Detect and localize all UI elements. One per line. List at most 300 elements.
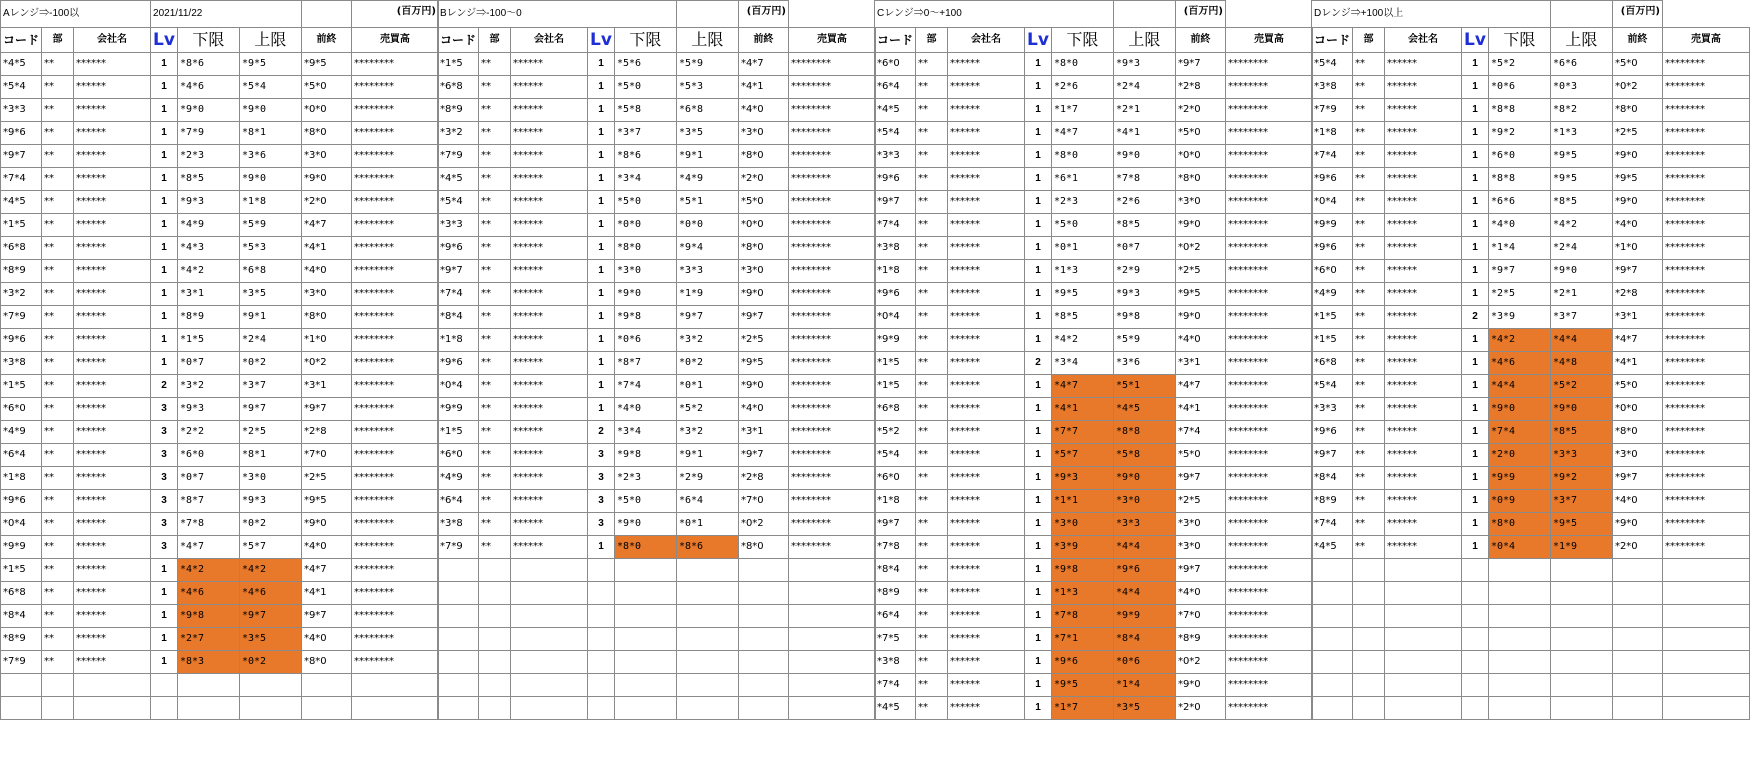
cell-name: ****** <box>1385 145 1462 168</box>
table-row <box>875 697 1313 720</box>
cell-lv: 1 <box>588 76 615 99</box>
cell-code: *9*6 <box>438 352 479 375</box>
range-title: Cレンジ⇒0～+100 <box>875 1 1114 28</box>
cell-lv: 1 <box>1462 398 1489 421</box>
cell-lo: *1*3 <box>1051 582 1113 605</box>
cell-empty <box>1612 628 1662 651</box>
cell-name: ****** <box>74 214 151 237</box>
cell-lv: 1 <box>588 237 615 260</box>
cell-code: *1*5 <box>875 375 916 398</box>
cell-empty <box>239 674 301 697</box>
cell-lv: 1 <box>1025 697 1052 720</box>
cell-lo: *7*4 <box>614 375 676 398</box>
cell-hi: *3*3 <box>1550 444 1612 467</box>
cell-bu: ** <box>42 168 74 191</box>
cell-name: ****** <box>1385 306 1462 329</box>
cell-name: ****** <box>74 444 151 467</box>
cell-hi: *8*5 <box>1113 214 1175 237</box>
cell-empty <box>1312 559 1353 582</box>
cell-lv: 1 <box>1025 513 1052 536</box>
cell-empty <box>1462 582 1489 605</box>
cell-code: *3*8 <box>1312 76 1353 99</box>
cell-sales: ******** <box>788 513 875 536</box>
cell-hi: *6*4 <box>676 490 738 513</box>
cell-lv: 1 <box>1462 329 1489 352</box>
table-row <box>1 467 439 490</box>
cell-empty <box>676 697 738 720</box>
cell-lo: *4*9 <box>177 214 239 237</box>
cell-empty <box>588 628 615 651</box>
table-row <box>1312 490 1750 513</box>
date-label: 2021/11/22 <box>151 1 302 28</box>
cell-sales: ******** <box>1225 99 1312 122</box>
cell-bu: ** <box>1353 513 1385 536</box>
cell-prev: *3*0 <box>738 122 788 145</box>
cell-bu: ** <box>479 329 511 352</box>
cell-sales: ******** <box>1225 651 1312 674</box>
cell-name: ****** <box>948 306 1025 329</box>
cell-code: *9*7 <box>438 260 479 283</box>
cell-sales: ******** <box>351 306 438 329</box>
cell-code: *1*5 <box>438 421 479 444</box>
cell-lo: *7*9 <box>177 122 239 145</box>
cell-lo: *0*0 <box>614 214 676 237</box>
cell-hi: *3*7 <box>239 375 301 398</box>
cell-lo: *4*0 <box>614 398 676 421</box>
cell-lv: 1 <box>151 582 178 605</box>
cell-lo: *0*7 <box>177 352 239 375</box>
cell-prev: *2*8 <box>1612 283 1662 306</box>
cell-name: ****** <box>511 329 588 352</box>
cell-sales: ******** <box>1662 306 1749 329</box>
table-row <box>875 375 1313 398</box>
cell-hi: *9*9 <box>1113 605 1175 628</box>
cell-bu: ** <box>42 467 74 490</box>
cell-lv: 1 <box>151 559 178 582</box>
cell-prev: *8*0 <box>738 145 788 168</box>
table-row <box>875 99 1313 122</box>
cell-code: *8*9 <box>438 99 479 122</box>
table-row <box>1 191 439 214</box>
cell-lo: *8*6 <box>614 145 676 168</box>
cell-empty <box>676 582 738 605</box>
cell-hi: *0*7 <box>1113 237 1175 260</box>
cell-name: ****** <box>74 168 151 191</box>
cell-empty <box>1488 582 1550 605</box>
cell-empty <box>788 674 875 697</box>
cell-lv: 3 <box>151 444 178 467</box>
cell-empty <box>588 559 615 582</box>
cell-lv: 1 <box>1462 214 1489 237</box>
cell-hi: *9*5 <box>1550 145 1612 168</box>
cell-prev: *8*0 <box>301 122 351 145</box>
cell-lv: 1 <box>1025 651 1052 674</box>
cell-prev: *0*2 <box>1175 651 1225 674</box>
cell-code: *9*7 <box>1 145 42 168</box>
cell-empty <box>1612 605 1662 628</box>
cell-code: *5*4 <box>875 444 916 467</box>
cell-hi: *9*1 <box>676 444 738 467</box>
table-row <box>438 444 876 467</box>
cell-name: ****** <box>74 559 151 582</box>
cell-prev: *9*7 <box>1612 467 1662 490</box>
cell-lv: 1 <box>1462 467 1489 490</box>
cell-code: *4*9 <box>438 467 479 490</box>
cell-lo: *9*5 <box>1051 283 1113 306</box>
cell-code: *8*4 <box>1 605 42 628</box>
empty-row <box>438 628 876 651</box>
cell-name: ****** <box>948 559 1025 582</box>
cell-hi: *9*0 <box>239 99 301 122</box>
cell-bu: ** <box>42 513 74 536</box>
cell-prev: *4*0 <box>1175 582 1225 605</box>
cell-hi: *3*6 <box>1113 352 1175 375</box>
table-row <box>438 490 876 513</box>
cell-lo: *5*0 <box>1051 214 1113 237</box>
cell-hi: *9*0 <box>239 168 301 191</box>
cell-name: ****** <box>511 214 588 237</box>
cell-prev: *1*0 <box>301 329 351 352</box>
cell-bu: ** <box>916 329 948 352</box>
cell-name: ****** <box>511 306 588 329</box>
cell-code: *9*6 <box>1 490 42 513</box>
cell-code: *7*9 <box>438 145 479 168</box>
cell-bu: ** <box>916 697 948 720</box>
cell-empty <box>438 674 479 697</box>
cell-sales: ******** <box>351 375 438 398</box>
cell-empty <box>1550 628 1612 651</box>
table-row <box>1 398 439 421</box>
cell-lv: 1 <box>1025 122 1052 145</box>
cell-lo: *1*1 <box>1051 490 1113 513</box>
cell-code: *9*9 <box>1312 214 1353 237</box>
cell-lo: *1*3 <box>1051 260 1113 283</box>
cell-bu: ** <box>916 444 948 467</box>
cell-bu: ** <box>1353 490 1385 513</box>
cell-hi: *3*2 <box>676 329 738 352</box>
cell-lv: 1 <box>588 536 615 559</box>
cell-sales: ******** <box>1662 536 1749 559</box>
cell-hi: *8*5 <box>1550 191 1612 214</box>
cell-hi: *6*6 <box>1550 53 1612 76</box>
header-lower: 下限 <box>1051 28 1113 53</box>
table-row <box>438 398 876 421</box>
cell-bu: ** <box>42 99 74 122</box>
table-row <box>875 513 1313 536</box>
cell-lo: *9*8 <box>177 605 239 628</box>
cell-lo: *7*1 <box>1051 628 1113 651</box>
cell-bu: ** <box>479 444 511 467</box>
cell-hi: *8*8 <box>1113 421 1175 444</box>
cell-sales: ******** <box>351 214 438 237</box>
cell-bu: ** <box>479 168 511 191</box>
table-row <box>875 582 1313 605</box>
header-lower: 下限 <box>177 28 239 53</box>
title-blank <box>301 1 351 28</box>
cell-empty <box>1312 651 1353 674</box>
cell-lo: *8*9 <box>177 306 239 329</box>
table-row <box>1 536 439 559</box>
cell-hi: *4*4 <box>1550 329 1612 352</box>
cell-empty <box>1550 582 1612 605</box>
cell-bu: ** <box>479 237 511 260</box>
cell-bu: ** <box>42 490 74 513</box>
cell-lv: 1 <box>151 76 178 99</box>
cell-bu: ** <box>916 490 948 513</box>
cell-lv: 1 <box>151 214 178 237</box>
cell-code: *9*9 <box>438 398 479 421</box>
cell-empty <box>676 628 738 651</box>
cell-lo: *9*0 <box>177 99 239 122</box>
cell-empty <box>351 674 438 697</box>
cell-name: ****** <box>511 260 588 283</box>
table-row <box>1312 421 1750 444</box>
cell-name: ****** <box>74 329 151 352</box>
cell-lv: 1 <box>1025 375 1052 398</box>
cell-sales: ******** <box>1225 237 1312 260</box>
cell-hi: *2*5 <box>239 421 301 444</box>
cell-code: *3*8 <box>875 651 916 674</box>
cell-name: ****** <box>948 674 1025 697</box>
cell-bu: ** <box>42 605 74 628</box>
cell-code: *3*8 <box>1 352 42 375</box>
header-sales: 売買高 <box>1662 28 1749 53</box>
cell-empty <box>1488 628 1550 651</box>
cell-lv: 1 <box>151 168 178 191</box>
cell-sales: ******** <box>788 421 875 444</box>
cell-prev: *9*0 <box>1612 191 1662 214</box>
cell-bu: ** <box>479 99 511 122</box>
cell-empty <box>1550 651 1612 674</box>
cell-lo: *2*3 <box>177 145 239 168</box>
cell-empty <box>1662 628 1749 651</box>
cell-lv: 1 <box>1462 536 1489 559</box>
table-row <box>1312 214 1750 237</box>
cell-lo: *1*7 <box>1051 697 1113 720</box>
cell-empty <box>479 605 511 628</box>
header-upper: 上限 <box>239 28 301 53</box>
cell-lo: *4*0 <box>1488 214 1550 237</box>
table-row <box>875 605 1313 628</box>
cell-empty <box>1462 628 1489 651</box>
cell-lv: 1 <box>1025 536 1052 559</box>
cell-empty <box>1462 559 1489 582</box>
table-row <box>1312 53 1750 76</box>
cell-empty <box>511 628 588 651</box>
unit-label: (百万円) <box>1612 1 1662 28</box>
cell-name: ****** <box>511 490 588 513</box>
cell-empty <box>1 697 42 720</box>
cell-prev: *2*5 <box>1175 490 1225 513</box>
cell-lv: 1 <box>588 260 615 283</box>
cell-empty <box>788 559 875 582</box>
cell-lo: *4*4 <box>1488 375 1550 398</box>
cell-code: *6*8 <box>1 582 42 605</box>
table-row <box>1312 191 1750 214</box>
cell-bu: ** <box>479 536 511 559</box>
cell-lo: *5*0 <box>614 490 676 513</box>
cell-lo: *4*2 <box>1488 329 1550 352</box>
cell-lo: *6*0 <box>177 444 239 467</box>
cell-hi: *4*2 <box>239 559 301 582</box>
cell-hi: *1*3 <box>1550 122 1612 145</box>
cell-prev: *0*2 <box>1175 237 1225 260</box>
table-row <box>875 352 1313 375</box>
cell-empty <box>676 674 738 697</box>
cell-sales: ******** <box>351 444 438 467</box>
cell-hi: *4*1 <box>1113 122 1175 145</box>
cell-bu: ** <box>916 191 948 214</box>
cell-name: ****** <box>948 490 1025 513</box>
cell-code: *5*4 <box>875 122 916 145</box>
cell-sales: ******** <box>1225 53 1312 76</box>
cell-empty <box>676 605 738 628</box>
cell-empty <box>301 674 351 697</box>
cell-bu: ** <box>42 237 74 260</box>
cell-lo: *2*3 <box>1051 191 1113 214</box>
cell-lv: 1 <box>151 260 178 283</box>
cell-sales: ******** <box>1662 490 1749 513</box>
cell-prev: *5*0 <box>1612 53 1662 76</box>
header-bu: 部 <box>1353 28 1385 53</box>
table-row <box>1312 513 1750 536</box>
range-title: Bレンジ⇒-100～0 <box>438 1 677 28</box>
table-row <box>438 260 876 283</box>
cell-lv: 1 <box>151 99 178 122</box>
empty-row <box>438 605 876 628</box>
header-name: 会社名 <box>511 28 588 53</box>
cell-sales: ******** <box>1662 145 1749 168</box>
cell-bu: ** <box>42 329 74 352</box>
cell-code: *8*4 <box>875 559 916 582</box>
cell-name: ****** <box>74 53 151 76</box>
cell-lv: 1 <box>588 329 615 352</box>
cell-empty <box>511 582 588 605</box>
cell-bu: ** <box>42 306 74 329</box>
header-lv: Lv <box>1025 28 1052 53</box>
cell-prev: *0*2 <box>1612 76 1662 99</box>
table-row <box>875 536 1313 559</box>
cell-name: ****** <box>74 283 151 306</box>
cell-lo: *9*8 <box>614 444 676 467</box>
cell-code: *7*9 <box>438 536 479 559</box>
cell-lv: 1 <box>1025 674 1052 697</box>
cell-name: ****** <box>1385 168 1462 191</box>
cell-sales: ******** <box>788 76 875 99</box>
range-block-d <box>1311 0 1750 720</box>
cell-prev: *5*0 <box>738 191 788 214</box>
cell-empty <box>614 628 676 651</box>
cell-code: *4*9 <box>1 421 42 444</box>
table-row <box>875 168 1313 191</box>
range-block-b <box>437 0 876 720</box>
cell-bu: ** <box>916 237 948 260</box>
table-row <box>875 329 1313 352</box>
cell-bu: ** <box>479 421 511 444</box>
cell-lv: 1 <box>588 214 615 237</box>
cell-lo: *4*6 <box>177 76 239 99</box>
cell-bu: ** <box>916 628 948 651</box>
table-row <box>1 306 439 329</box>
cell-name: ****** <box>948 122 1025 145</box>
cell-sales: ******** <box>788 191 875 214</box>
cell-code: *9*6 <box>438 237 479 260</box>
cell-prev: *9*0 <box>1612 513 1662 536</box>
cell-bu: ** <box>1353 306 1385 329</box>
cell-hi: *0*1 <box>676 513 738 536</box>
cell-empty <box>738 628 788 651</box>
cell-name: ****** <box>948 375 1025 398</box>
cell-hi: *5*1 <box>676 191 738 214</box>
table-row <box>875 306 1313 329</box>
cell-name: ****** <box>511 536 588 559</box>
cell-prev: *9*7 <box>738 306 788 329</box>
empty-row <box>1 674 439 697</box>
cell-lv: 2 <box>1025 352 1052 375</box>
cell-lv: 1 <box>588 168 615 191</box>
cell-empty <box>1662 651 1749 674</box>
cell-prev: *2*5 <box>1612 122 1662 145</box>
cell-lv: 1 <box>1025 490 1052 513</box>
cell-lv: 1 <box>588 283 615 306</box>
cell-bu: ** <box>42 444 74 467</box>
cell-lo: *1*7 <box>1051 99 1113 122</box>
cell-hi: *3*5 <box>239 283 301 306</box>
cell-hi: *3*0 <box>239 467 301 490</box>
cell-sales: ******** <box>1225 168 1312 191</box>
table-row <box>1312 444 1750 467</box>
cell-prev: *4*7 <box>301 559 351 582</box>
cell-empty <box>511 651 588 674</box>
cell-prev: *8*0 <box>1612 99 1662 122</box>
table-row <box>1312 398 1750 421</box>
cell-hi: *8*1 <box>239 444 301 467</box>
cell-empty <box>1385 559 1462 582</box>
cell-code: *9*6 <box>875 168 916 191</box>
cell-empty <box>1385 651 1462 674</box>
cell-code: *4*5 <box>438 168 479 191</box>
cell-name: ****** <box>74 651 151 674</box>
cell-sales: ******** <box>351 260 438 283</box>
table-row <box>1 444 439 467</box>
cell-empty <box>614 582 676 605</box>
cell-empty <box>1462 697 1489 720</box>
cell-bu: ** <box>42 214 74 237</box>
cell-lv: 1 <box>588 145 615 168</box>
cell-name: ****** <box>1385 283 1462 306</box>
cell-code: *7*8 <box>875 536 916 559</box>
cell-name: ****** <box>511 122 588 145</box>
table-row <box>1312 99 1750 122</box>
cell-lo: *0*4 <box>1488 536 1550 559</box>
cell-hi: *9*1 <box>676 145 738 168</box>
cell-empty <box>1385 605 1462 628</box>
table-row <box>1312 76 1750 99</box>
cell-code: *6*0 <box>1 398 42 421</box>
cell-bu: ** <box>1353 375 1385 398</box>
cell-sales: ******** <box>1225 145 1312 168</box>
cell-code: *4*9 <box>1312 283 1353 306</box>
cell-code: *7*4 <box>438 283 479 306</box>
cell-code: *3*2 <box>438 122 479 145</box>
cell-sales: ******** <box>1662 513 1749 536</box>
header-code: コード <box>875 28 916 53</box>
cell-lo: *2*6 <box>1051 76 1113 99</box>
cell-empty <box>42 697 74 720</box>
range-title: Aレンジ⇒-100以 <box>1 1 151 28</box>
cell-empty <box>1462 651 1489 674</box>
cell-lo: *5*8 <box>614 99 676 122</box>
